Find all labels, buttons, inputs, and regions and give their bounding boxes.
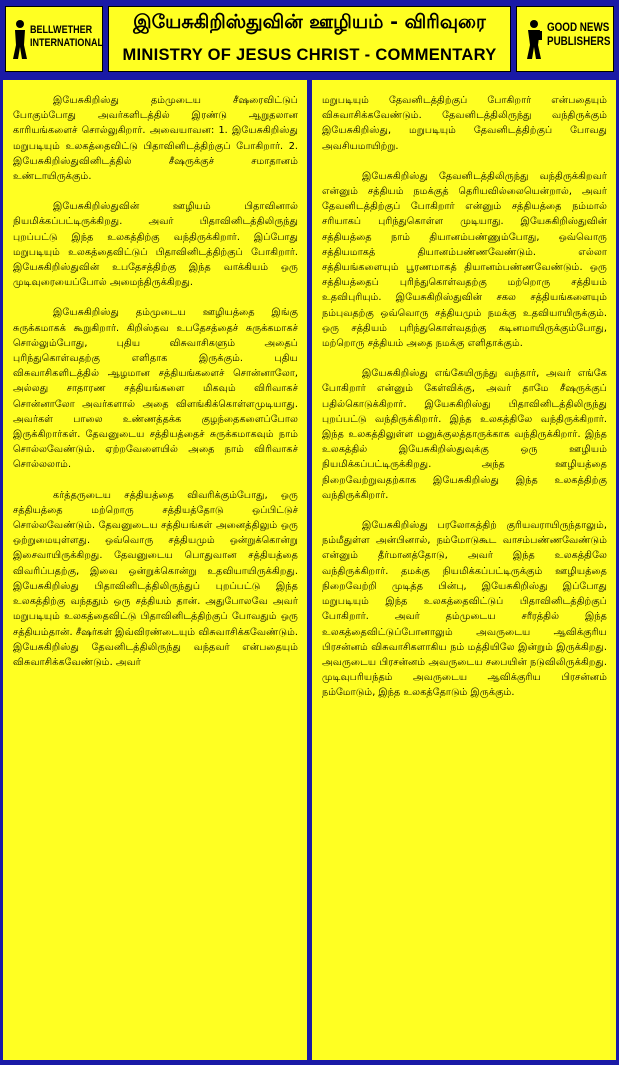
- paragraph: இயேசுகிறிஸ்துவின் ஊழியம் பிதாவினால் நியமிக்கப்பட்டிருக்கிறது. அவர் பிதாவினிடத்திலிருந்து புறப்பட்டு இந்த உலகத்திற்கு வந்திருக்கிறார். இப்போது மறுபடியும் உலகத்தைவிட்டுப் பிதாவினிடத்திற்குப் போகிறார். இயேசுகிறிஸ்துவின் உபதேசத்திற்கு இந்த வாக்கியம் ஒரு முடிவுரையைப்போல் அமைந்திருக்கிறது.: [13, 201, 298, 289]
- logo-line-1: BELLWETHER: [30, 24, 93, 36]
- figure-icon: [525, 19, 543, 61]
- page-title-english: MINISTRY OF JESUS CHRIST - COMMENTARY: [122, 46, 497, 64]
- right-column: [312, 80, 616, 1060]
- page-title-tamil: இயேசுகிறிஸ்துவின் ஊழியம் - விரிவுரை: [133, 11, 486, 33]
- bellwether-logo-text: [30, 24, 103, 50]
- good-news-logo: [516, 6, 614, 72]
- bellwether-logo: [5, 6, 103, 72]
- paragraph: இயேசுகிறிஸ்து எங்கேயிருந்து வந்தார், அவர் எங்கே போகிறார் என்னும் கேள்விக்கு, அவர் தாமே சீஷருக்குப் பதில்கொடுக்கிறார். இயேசுகிறிஸ்து பிதாவினிடத்திலிருந்து புறப்பட்டு வந்திருக்கிறார். இந்த உலகத்திலே வந்திருக்கிறார். இந்த உலகத்திலுள்ள மனுக்குலத்தாருக்காக வந்திருக்கிறார். இந்த உலகத்தில் இயேசுகிறிஸ்துவுக்கு ஒரு ஊழியம் நியமிக்கப்பட்டிருக்கிறது. அந்த ஊழியத்தை நிறைவேற்றுவதற்காக இயேசுகிறிஸ்து இந்த உலகத்திற்கு வந்திருக்கிறார்.: [322, 368, 607, 501]
- title-banner: [108, 6, 511, 72]
- paragraph: இயேசுகிறிஸ்து பரலோகத்திற் குரியவராயிருந்தாலும், நம்மீதுள்ள அன்பினால், நம்மோடுகூட வாசம்பண்ணவேண்டும் என்னும் தீர்மானத்தோடு, அவர் இந்த உலகத்திலே வந்திருக்கிறார். தமக்கு நியமிக்கப்பட்டிருக்கும் ஊழியத்தை நிறைவேற்றி முடித்த பின்பு, இயேசுகிறிஸ்து இப்போது மறுபடியும் இந்த உலகத்தைவிட்டுப் பிதாவினிடத்திற்குப் போகிறார். அவர் தம்முடைய சரீரத்தில் இந்த உலகத்தைவிட்டுப்போனாலும் அவருடைய ஆவிக்குரிய பிரசன்னம் விசுவாசிகளாகிய நம் மத்தியிலே இன்றும் இருக்கிறது. அவருடைய பிரசன்னம் அவருடைய சபையின் நடுவிலிருக்கிறது. முடிவுபரியந்தம் அவருடைய ஆவிக்குரிய பிரசன்னம் நம்மோடும், இந்த உலகத்தோடும் இருக்கும்.: [322, 520, 607, 699]
- logo-line-1: GOOD NEWS: [547, 20, 610, 34]
- logo-line-2: INTERNATIONAL: [30, 37, 103, 49]
- logo-line-2: PUBLISHERS: [547, 34, 611, 48]
- paragraph: கர்த்தருடைய சத்தியத்தை விவரிக்கும்போது, ஒரு சத்தியத்தை மற்றொரு சத்தியத்தோடு ஒப்பிட்டுச் சொல்லவேண்டும். தேவனுடைய சத்தியங்கள் அனைத்திலும் ஒரு ஒற்றுமையுள்ளது. ஒவ்வொரு சத்தியமும் ஒன்றுக்கொன்று இசைவாயிருக்கிறது. தேவனுடைய பொதுவான சத்தியத்தை விவரிப்பதற்கு, இவை ஒன்றுக்கொன்று உதவியாயிருக்கிறது. இயேசுகிறிஸ்து பிதாவினிடத்திலிருந்துப் புறப்பட்டு இந்த உலகத்திற்கு வந்ததும் ஒரு சத்தியம் தான். அதுபோலவே அவர் மறுபடியும் உலகத்தைவிட்டு பிதாவினிடத்திற்குப் போவதும் ஒரு சத்தியம்தான். சீஷர்கள் இவ்விரண்டையும் விசுவாசிக்கவேண்டும். இயேசுகிறிஸ்து தேவனிடத்திலிருந்து வந்தவர் என்பதையும் விசுவாசிக்கவேண்டும். அவர்: [13, 489, 298, 668]
- paragraph: இயேசுகிறிஸ்து தம்முடைய சீஷரைவிட்டுப் போகும்போது அவர்களிடத்தில் இரண்டு ஆறுதலான காரியங்களைச் சொல்லுகிறார். அவையாவன: 1. இயேசுகிறிஸ்து மறுபடியும் உலகத்தைவிட்டு பிதாவினிடத்திற்குப் போகிறார். 2. இயேசுகிறிஸ்துவினிடத்தில் சீஷருக்குச் சமாதானம் உண்டாயிருக்கும்.: [13, 95, 298, 183]
- figure-icon: [12, 19, 28, 61]
- paragraph: மறுபடியும் தேவனிடத்திற்குப் போகிறார் என்பதையும் விசுவாசிக்கவேண்டும். தேவனிடத்திலிருந்து வந்திருக்கும் இயேசுகிறிஸ்து, மறுபடியும் தேவனிடத்திற்குப் போவது அவசியமாயிற்று.: [322, 95, 607, 152]
- paragraph: இயேசுகிறிஸ்து தம்முடைய ஊழியத்தை இங்கு சுருக்கமாகக் கூறுகிறார். கிறிஸ்தவ உபதேசத்தைச் சுருக்கமாகச் சொல்லும்போது, புதிய விசுவாசிகளும் அதைப் புரிந்துகொள்வதற்கு எளிதாக இருக்கும். புதிய விசுவாசிகளிடத்தில் ஆழமான சத்தியங்களைச் சொன்னாலோ, அல்லது சாதாரண சத்தியங்களை மிகவும் விரிவாகச் சொன்னாலோ அவர்களால் அதை விளங்கிக்கொள்ளமுடியாது. அவர்கள் பாலை உண்ணத்தக்க குழந்தைகளைப்போல இருக்கிறார்கள். தேவனுடைய சத்தியத்தைச் சுருக்கமாகவும் நாம் சொல்லவேண்டும். ஏற்றவேளையில் அதை நாம் விரிவாகச் சொல்லலாம்.: [13, 307, 298, 471]
- paragraph: இயேசுகிறிஸ்து தேவனிடத்திலிருந்து வந்திருக்கிறவர் என்னும் சத்தியம் நமக்குத் தெரியவில்லையென்றால், அவர் தேவனிடத்திற்குப் போகிறார் என்னும் சத்தியத்தை நம்மால் சரியாகப் புரிந்துகொள்ள முடியாது. இயேசுகிறிஸ்துவின் சத்தியத்தை நாம் தியானம்பண்ணும்போது, ஒவ்வொரு சத்தியமாகத் தியானம்பண்ணவேண்டும். எல்லா சத்தியங்களையும் பூரணமாகத் தியானம்பண்ணவேண்டும். ஒரு சத்தியத்தைப் புரிந்துகொள்வதற்கு மற்றொரு சத்தியம் உதவிபுரியும். இயேசுகிறிஸ்துவின் சகல சத்தியங்களையும் நம்புவதற்கு ஒவ்வொரு சத்தியமும் நமக்கு உதவியாயிருக்கும். ஒரு சத்தியம் புரிந்துகொள்வதற்கு கடினமாயிருக்கும்போது, மற்றொரு சத்தியம் அதை நமக்கு எளிதாக்கும்.: [322, 170, 607, 350]
- good-news-logo-text: [547, 20, 610, 48]
- left-column: [3, 80, 307, 1060]
- page-header: [3, 3, 616, 76]
